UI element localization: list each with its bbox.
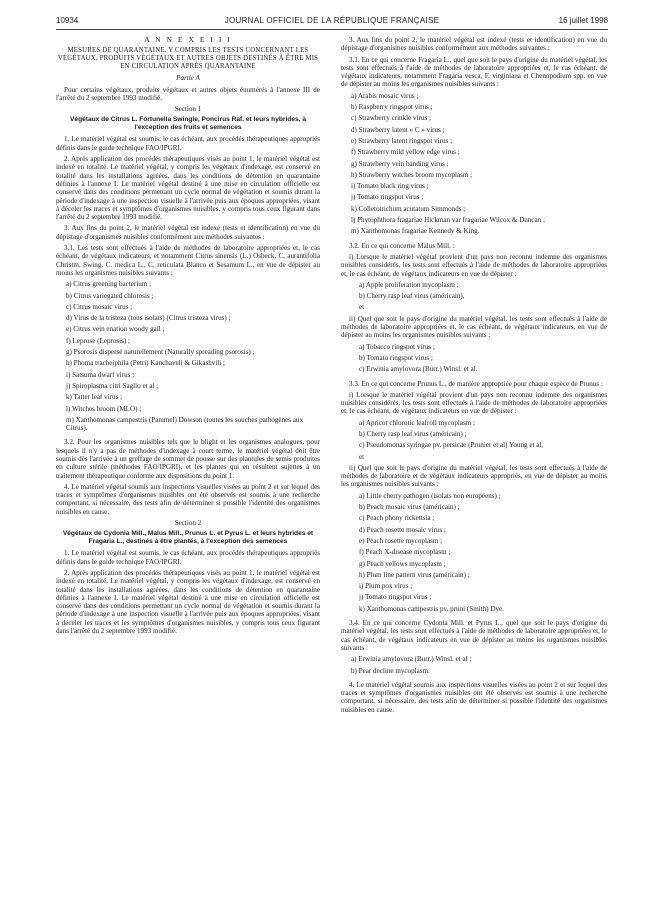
journal-title: JOURNAL OFFICIEL DE LA RÉPUBLIQUE FRANÇAISE [224, 16, 440, 25]
list-item: f) Leprose (Leprosis) ; [66, 336, 131, 345]
list-item: a) Arabis mosaic virus ; [351, 91, 419, 100]
left-column [56, 36, 320, 876]
conjunction-et: et [359, 452, 365, 461]
list-item: d) Strawberry latent « C » virus ; [351, 125, 445, 134]
list-item: f) Strawberry mild yellow edge virus ; [351, 148, 460, 157]
list-item: c) Peach phony rickettsia ; [359, 514, 435, 523]
list-item: j) Spiroplasma citri Saglio et al ; [66, 381, 159, 390]
s1-paragraph-3-1: 3.1. Les tests sont effectués à l'aide de méthodes de laboratoire appropriées et, le cas échéant, de végétaux indicateurs, et notamment Citrus sinensis (L.) Osbeck, C. aurantifolia Christm. Swing, C. medica L., C. reticulata Blanco et Sesamum L., en vue de dépister au moins les organismes nuisibles suivants : [56, 244, 320, 277]
list-item: a) Citrus greening bacterium ; [66, 280, 152, 289]
s2-paragraph-2: 2. Après application des procédés thérapeutiques visés au point 1, le matériel végétal est indexé en totalité. Le matériel végétal, y compris les végétaux d'indexage, est conservé en totalité dans les installations agréées, dans les conditions de détention en quarantaine définies à l'annexe I. Le matériel végétal destiné à une mise en circulation officielle est conservé dans des conditions permettant un cycle normal de végétation et soumis durant la période d'indexage à une inspection visuelle à l'arrivée puis aux époques appropriées, visant à déceler les traces et les symptômes d'organismes nuisibles, y compris tous ceux figurant dans l'arrêté du 2 septembre 1993 modifié. [56, 568, 320, 636]
list-item: k) Xanthomonas campestris pv. pruni (Smith) Dye. [359, 604, 504, 613]
prunus-point-i: i) Lorsque le matériel végétal provient d'un pays non reconnu indemne des organismes nuisibles considérés, les tests sont effectués à l'aide de méthodes de laboratoire appropriées et, le cas échéant, de végétaux indicateurs en vue de dépister : [341, 390, 607, 416]
list-item: c) Erwinia amylovora (Burr.) Winsl. et al. [359, 365, 478, 374]
list-item: e) Strawberry latent ringspot virus ; [351, 136, 453, 145]
list-item: a) Apricot chlorotic leafroll mycoplasm ; [359, 418, 476, 427]
list-item: k) Tatter leaf virus ; [66, 393, 123, 402]
malus-heading: 3.2. En ce qui concerne Malus Mill. : [349, 241, 455, 250]
section-2-title: Végétaux de Cydonia Mill., Malus Mill., Prunus L. et Pyrus L. et leurs hybrides et Fragaria L., destinés à être plantés, à l'exception des semences [62, 530, 314, 546]
list-item: b) Pear decline mycoplasm. [351, 666, 430, 675]
section-1-title: Végétaux de Citrus L. Fortunella Swingle, Poncirus Raf. et leurs hybrides, à l'exception des fruits et semences [70, 116, 306, 132]
s2-paragraph-3-1: 3.1. En ce qui concerne Fragaria L., quel que soit le pays d'origine du matériel végétal, les tests sont effectués à l'aide de méthodes de laboratoire appropriées et, le cas échéant, de végétaux indicateurs, notamment Fragaria vesca, F. virginiana et Chenopodium spp. en vue de dépister au moins les organismes nuisibles suivants : [341, 55, 607, 89]
prunus-heading: 3.3. En ce qui concerne Prunus L., de manière appropriée pour chaque espèce de Prunus : [349, 379, 603, 388]
list-item: b) Cherry rasp leaf virus (américain), [359, 292, 465, 301]
prunus-point-ii: ii) Quel que soit le pays d'origine du matériel végétal, les tests sont effectués à l'aide de méthodes de laboratoire et de végétaux indicateurs appropriés, en vue de dépister au moins les organismes nuisibles suivants : [341, 463, 607, 489]
list-item: i) Satsuma dwarf virus ; [66, 370, 135, 379]
section-2-label: Section 2 [174, 519, 202, 528]
list-item: b) Cherry rasp leaf virus (américain) ; [359, 429, 467, 438]
list-item: b) Raspberry ringspot virus ; [351, 103, 433, 112]
conjunction-et: et [359, 303, 365, 312]
list-item: a) Tobacco ringspot virus ; [359, 342, 435, 351]
list-item: a) Little cherry pathogen (isolats non européens) ; [359, 491, 501, 500]
list-item: e) Citrus vein enation woody gall ; [66, 325, 165, 334]
s2-paragraph-4: 4. Le matériel végétal soumis aux inspections visuelles visées au point 2 et sur lequel des traces et symptômes d'organismes nuisibles ont été observés est soumis à une recherche comportant, si nécessaire, des tests afin de déterminer si possible l'identité des organismes nuisibles en cause. [341, 680, 607, 714]
list-item: b) Citrus variegated chlorosis ; [66, 291, 154, 300]
fragaria-organism-list [341, 92, 607, 236]
list-item: i) Plum pox virus ; [359, 582, 413, 591]
header-rule [56, 29, 608, 30]
annex-title: MESURES DE QUARANTAINE, Y COMPRIS LES TESTS CONCERNANT LES VÉGÉTAUX, PRODUITS VÉGÉTAUX ET AUTRES OBJETS DESTINÉS À ÊTRE MIS EN CIRCULATION APRÈS QUARANTAINE [57, 47, 319, 71]
list-item: h) Strawberry witches broom mycoplasm ; [351, 170, 473, 179]
list-item: g) Strawberry vein banding virus ; [351, 159, 449, 168]
s2-paragraph-3: 3. Aux fins du point 2, le matériel végétal est indexé (tests et identification) en vue du dépistage d'organismes nuisibles conformément aux méthodes suivantes : [341, 36, 607, 53]
cydonia-pyrus-paragraph: 3.4. En ce qui concerne Cydonia Mill. et Pyrus L., quel que soit le pays d'origine du matériel végétal, les tests sont effectués à l'aide de méthodes de laboratoire appropriées et, le cas échéant, de végétaux indicateurs en vue de dépister au moins les organismes nuisibles suivants : [341, 619, 607, 652]
list-item: m) Xanthomonas campestris (Pammel) Dowson (toutes les souches pathogènes aux Citrus). [66, 415, 303, 433]
list-item: d) Virus de la tristeza (tous isolats) (Citrus tristeza virus) ; [66, 314, 231, 323]
list-item: h) Phoma tracheiphila (Petri) Kanchaveli & Gikashvili ; [66, 359, 225, 368]
part-a-heading: Partie A [176, 74, 200, 83]
list-item: c) Pseudomonas syringae pv. persicae (Prunier et al) Young et al, [359, 441, 544, 450]
list-item: l) Phytophthora fragariae Hickman var fragariae Wilcox & Duncan ; [351, 216, 545, 225]
list-item: b) Tomato ringspot virus ; [359, 353, 433, 362]
list-item: g) Peach yellows mycoplasm ; [359, 559, 446, 568]
part-a-intro: Pour certains végétaux, produits végétaux et autres objets énumérés à l'annexe III de l'arrêté du 2 septembre 1993 modifié. [56, 85, 320, 102]
list-item: b) Peach mosaic virus (américain) ; [359, 503, 460, 512]
list-item: c) Citrus mosaic virus ; [66, 302, 133, 311]
list-item: f) Peach X-disease mycoplasm ; [359, 548, 451, 557]
s1-organism-list [56, 280, 320, 432]
list-item: m) Xanthomonas fragariae Kennedy & King. [351, 227, 480, 236]
list-item: d) Peach rosette mosaic virus ; [359, 525, 446, 534]
malus-point-i: i) Lorsque le matériel végétal provient d'un pays non reconnu indemne des organismes nuisibles considérés, les tests sont effectués à l'aide de méthodes de laboratoire appropriées et, le cas échéant, de végétaux indicateurs en vue de dépister : [341, 252, 607, 278]
s1-paragraph-3-2: 3.2. Pour les organismes nuisibles tels que le blight et les organismes analogues, pour lesquels il n'y a pas de méthodes d'indexage à court terme, le matériel végétal doit être soumis dès l'arrivée à un greffage de sommet de pousse sur des plantules de semis produites en culture stérile (méthodes FAO/IPGRI), et les plantes qui en résultent sujettes à un traitement thérapeutique conforme aux dispositions du point 1. [56, 438, 320, 480]
list-item: a) Apple proliferation mycoplasm ; [359, 280, 459, 289]
list-item: g) Psorosis dispersé naturellement (Naturally spreading psorosis) ; [66, 348, 255, 357]
right-column [341, 36, 607, 876]
prunus-organism-list [341, 492, 607, 613]
list-item: h) Plum line pattern virus (américain) ; [359, 570, 470, 579]
s2-paragraph-1: 1. Le matériel végétal est soumis, le cas échéant, aux procédés thérapeutiques appropriés définis dans le guide technique FAO/IPGRI. [56, 549, 320, 566]
s1-paragraph-1: 1. Le matériel végétal est soumis, le cas échéant, aux procédés thérapeutiques appropriés définis dans le guide technique FAO/IPGRI. [56, 135, 320, 152]
s1-paragraph-4: 4. Le matériel végétal soumis aux inspections visuelles visées au point 2 et sur lequel des traces et symptômes d'organismes nuisibles ont été observés est soumis à une recherche comportant, si nécessaire, des tests afin de déterminer si possible l'identité des organismes nuisibles en cause. [56, 482, 320, 516]
section-1-label: Section 1 [174, 105, 202, 114]
annex-label: A N N E X E I I I [144, 36, 232, 44]
list-item: i) Tomato black ring virus ; [351, 182, 429, 191]
list-item: e) Peach rosette mycoplasm ; [359, 536, 443, 545]
list-item: k) Colletotrichum acutatum Simmonds ; [351, 204, 466, 213]
malus-point-ii: ii) Quel que soit le pays d'origine du matériel végétal, les tests sont effectués à l'aide de méthodes de laboratoire appropriées et, le cas échéant, de végétaux indicateurs, en vue de dépister au moins les organismes nuisibles suivants : [341, 314, 607, 340]
publication-date: 16 juillet 1998 [558, 16, 608, 25]
s1-paragraph-3: 3. Aux fins du point 2, le matériel végétal est indexé (tests et identification) en vue du dépistage d'organismes nuisibles conformément aux méthodes suivantes : [56, 224, 320, 241]
list-item: c) Strawberry crinkle virus ; [351, 114, 431, 123]
list-item: a) Erwinia amylovora (Burr.) Winsl. et al ; [351, 655, 472, 664]
list-item: j) Tomato ringspot virus ; [351, 193, 424, 202]
s1-paragraph-2: 2. Après application des procédés thérapeutiques visés au point 1, le matériel végétal est indexé en totalité. Le matériel végétal, y compris les végétaux d'indexage, est conservé en totalité dans les installations agréées, dans les conditions de détention en quarantaine définies à l'annexe I. Le matériel végétal destiné à une mise en circulation officielle est conservé dans des conditions permettant un cycle normal de végétation et soumis durant la période d'indexage à une inspection visuelle à l'arrivée puis aux époques appropriées, visant à déceler les traces et symptômes d'organismes nuisibles, y compris tous ceux figurant dans l'arrêté du 2 septembre 1993 modifié. [56, 155, 320, 222]
list-item: j) Tomato ringspot virus ; [359, 593, 432, 602]
page-number: 10934 [56, 16, 79, 25]
list-item: l) Witches broom (MLO) ; [66, 404, 142, 413]
